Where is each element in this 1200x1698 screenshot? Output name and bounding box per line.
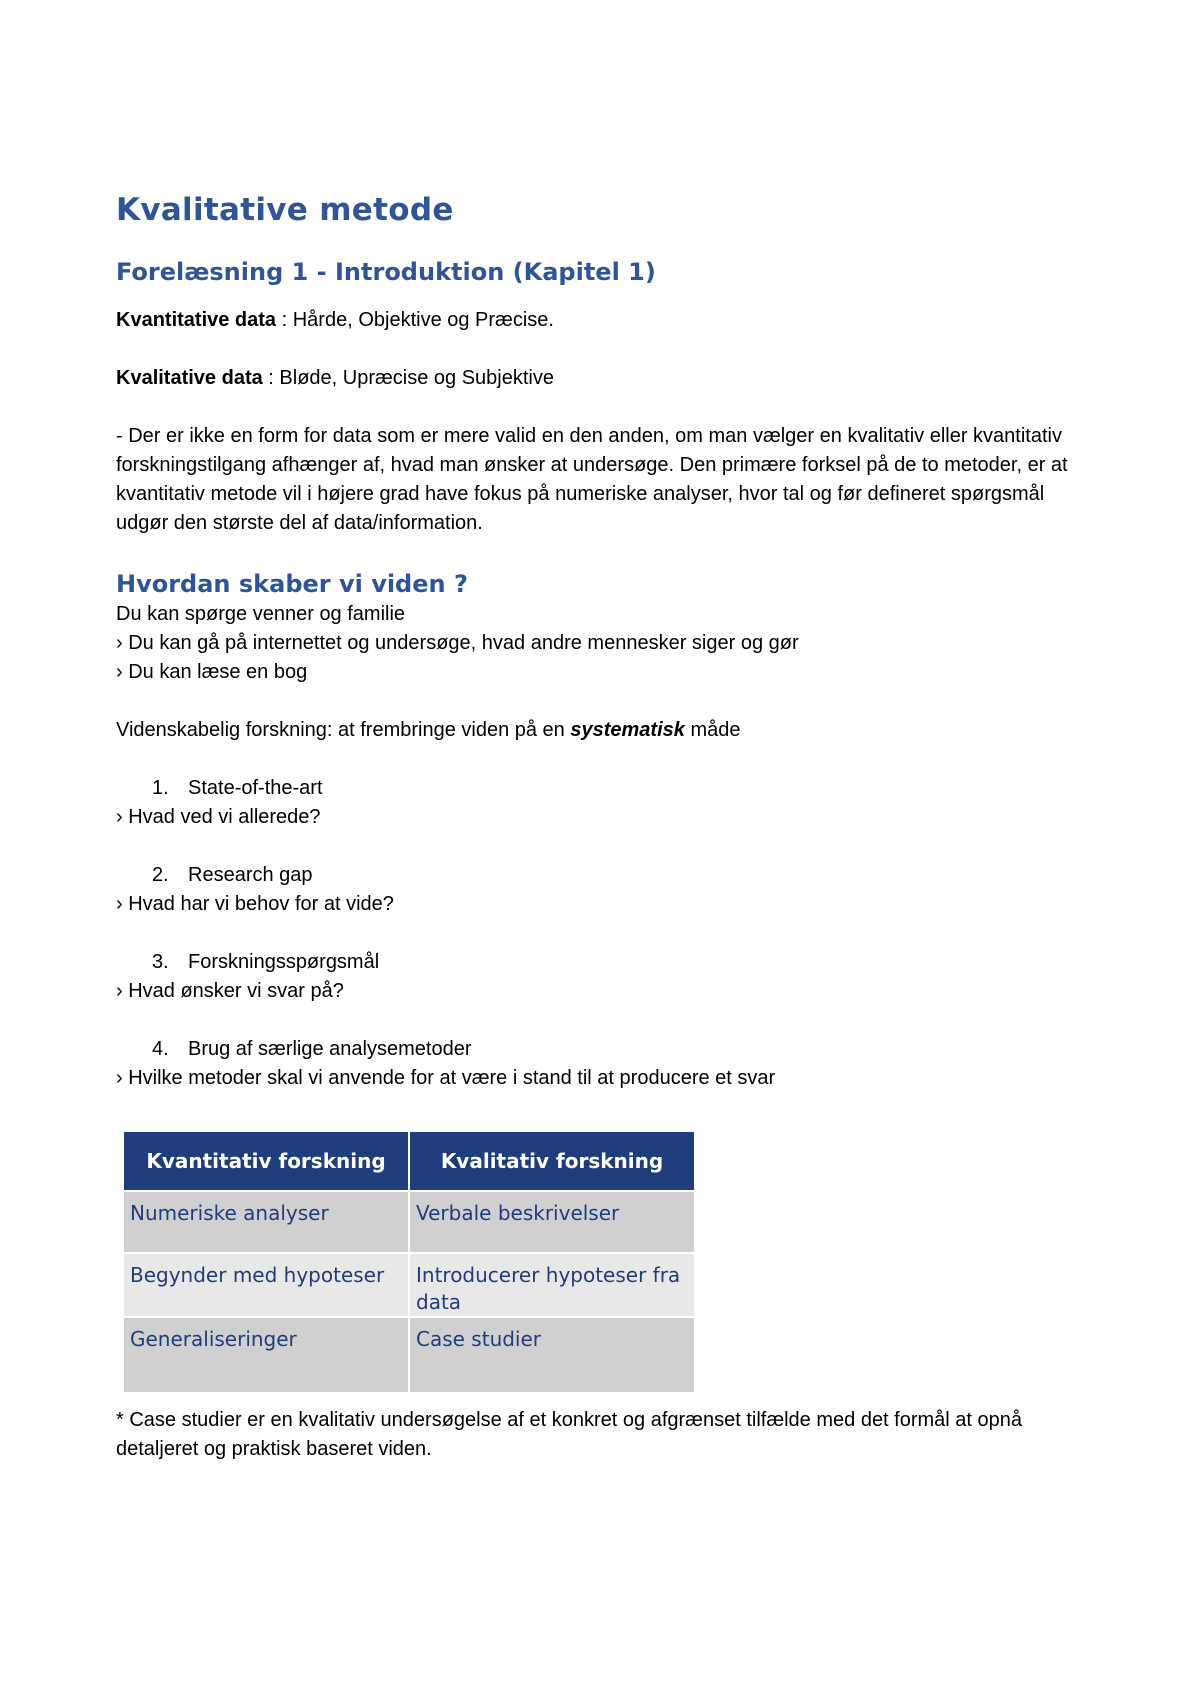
table-header-cell: Kvantitativ forskning (123, 1131, 409, 1191)
quant-data-definition: : Hårde, Objektive og Præcise. (276, 309, 554, 331)
knowledge-line: › Du kan læse en bog (116, 661, 308, 683)
table-header-row (123, 1131, 695, 1191)
knowledge-line: › Du kan gå på internettet og undersøge, hvad andre mennesker siger og gør (116, 632, 799, 654)
table-header-cell: Kvalitativ forskning (409, 1131, 695, 1191)
table-row (123, 1317, 695, 1393)
knowledge-heading: Hvordan skaber vi viden ? (116, 570, 468, 598)
step-label: Research gap (188, 864, 313, 886)
step-number: 3. (152, 951, 169, 973)
table-row (123, 1253, 695, 1317)
step-number: 2. (152, 864, 169, 886)
qual-data-line (116, 364, 1096, 393)
research-def-emphasis: systematisk (570, 719, 685, 741)
step-item (116, 948, 1096, 1006)
research-def-prefix: Videnskabelig forskning: at frembringe viden på en (116, 719, 571, 741)
step-sub: › Hvad ønsker vi svar på? (116, 980, 344, 1002)
step-number: 1. (152, 777, 169, 799)
page-title: Kvalitative metode (116, 192, 454, 228)
quant-data-line (116, 306, 1096, 335)
table-row (123, 1191, 695, 1253)
step-item (116, 861, 1096, 919)
table-cell: Introducerer hypoteser fra data (409, 1253, 695, 1317)
document-page (116, 190, 1096, 1464)
step-sub: › Hvilke metoder skal vi anvende for at være i stand til at producere et svar (116, 1067, 776, 1089)
table-cell: Case studier (409, 1317, 695, 1393)
lecture-heading: Forelæsning 1 - Introduktion (Kapitel 1) (116, 258, 656, 286)
step-number: 4. (152, 1038, 169, 1060)
table-cell: Begynder med hypoteser (123, 1253, 409, 1317)
intro-paragraph: - Der er ikke en form for data som er mere valid en den anden, om man vælger en kvalitativ eller kvantitativ forskningstilgang afhænger af, hvad man ønsker at undersøge. Den primære forksel på de to metoder, er at kvantitativ metode vil i højere grad have fokus på numeriske analyser, hvor tal og før defineret spørgsmål udgør den største del af data/information. (116, 425, 1068, 534)
table-cell: Generaliseringer (123, 1317, 409, 1393)
step-label: Brug af særlige analysemetoder (188, 1038, 472, 1060)
comparison-table (122, 1130, 696, 1394)
footnote: * Case studier er en kvalitativ undersøgelse af et konkret og afgrænset tilfælde med det formål at opnå detaljeret og praktisk baseret viden. (116, 1409, 1023, 1460)
qual-data-definition: : Bløde, Upræcise og Subjektive (262, 367, 554, 389)
qual-data-term: Kvalitative data (116, 367, 263, 389)
step-item (116, 1035, 1096, 1093)
step-sub: › Hvad har vi behov for at vide? (116, 893, 394, 915)
research-def-suffix: måde (684, 719, 741, 741)
step-label: State-of-the-art (188, 777, 323, 799)
step-item (116, 774, 1096, 832)
table-cell: Numeriske analyser (123, 1191, 409, 1253)
table-cell: Verbale beskrivelser (409, 1191, 695, 1253)
step-sub: › Hvad ved vi allerede? (116, 806, 321, 828)
quant-data-term: Kvantitative data (116, 309, 277, 331)
step-label: Forskningsspørgsmål (188, 951, 380, 973)
research-definition (116, 716, 1096, 745)
knowledge-line: Du kan spørge venner og familie (116, 603, 406, 625)
